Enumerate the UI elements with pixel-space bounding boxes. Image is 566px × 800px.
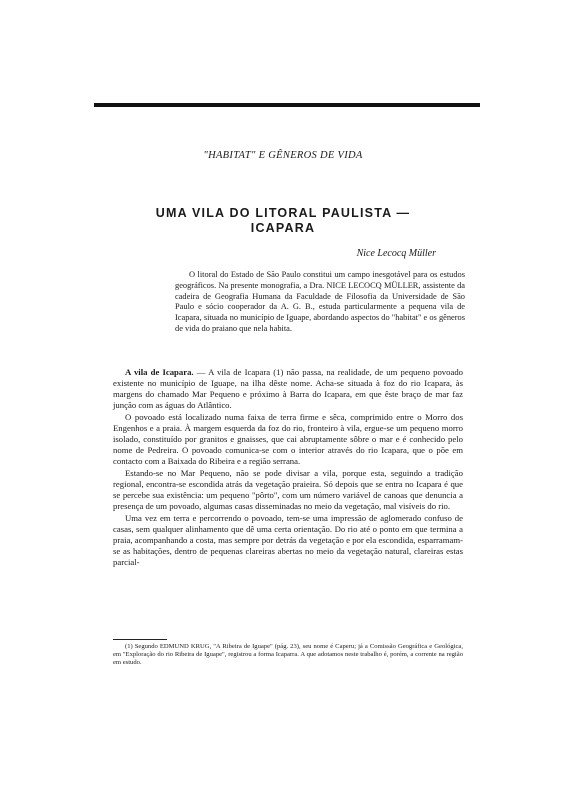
title-line-1: UMA VILA DO LITORAL PAULISTA — [155, 206, 411, 220]
paragraph-3: Estando-se no Mar Pequeno, não se pode divisar a vila, porque esta, seguindo a tradição regional, encontra-se escondida atrás da vegetação praieira. Só depois que se entra no Icapara é que se percebe sua existência: um pequeno "pôrto", com um número variável de canoas que denuncia a presença de um povoado, algumas casas disseminadas no meio da vegetação, mal visíveis do rio. [113, 468, 463, 511]
article-body [113, 367, 463, 569]
paragraph-1 [113, 367, 463, 411]
paragraph-1-lead: A vila de Icapara. [125, 367, 194, 377]
abstract [175, 270, 465, 335]
paragraph-2: O povoado está localizado numa faixa de terra firme e sêca, comprimido entre o Morro dos Engenhos e a praia. À margem esquerda da foz do rio, fronteiro à vila, ergue-se um pequeno morro isolado, constituído por granitos e gnaisses, que cai abruptamente sôbre o mar e é conhecido pelo nome de Pedreira. O povoado comunica-se com o interior através do rio Icapara, que o põe em contacto com a Baixada do Ribeira e a região serrana. [113, 412, 463, 466]
footnote-text: (1) Segundo EDMUND KRUG, "A Ribeira de Iguape" (pág. 23), seu nome é Caperu; já a Comissão Geográfica e Geológica, em "Exploração do rio Ribeira de Iguape", registrou a forma Icaparra. A que adotamos neste trabalho é, porém, a corrente na região em estudo. [113, 643, 463, 667]
abstract-text: O litoral do Estado de São Paulo constitui um campo inesgotável para os estudos geográficos. Na presente monografia, a Dra. NICE LECOCQ MÜLLER, assistente da cadeira de Geografia Humana da Faculdade de Filosofia da Universidade de São Paulo e sócio cooperador da A. G. B., estuda particularmente a pequena vila de Icapara, situada no município de Iguape, abordando aspectos do "habitat" e os gêneros de vida do praiano que nela habita. [175, 270, 465, 333]
title-line-2: ICAPARA [250, 221, 316, 235]
author: Nice Lecocq Müller [356, 248, 436, 259]
paragraph-4: Uma vez em terra e percorrendo o povoado, tem-se uma impressão de aglomerado confuso de casas, sem qualquer alinhamento que dê uma certa orientação. Do rio até o ponto em que termina a praia, acompanhando a costa, mas sempre por detrás da vegetação e por ela escondida, esparramam-se as habitações, dentro de pequenas clareiras abertas no meio da vegetação natural, clareiras estas parcial- [113, 513, 463, 567]
footnote-rule [113, 639, 167, 640]
article-title [0, 206, 566, 236]
top-rule [94, 103, 480, 107]
section-heading: "HABITAT" E GÊNEROS DE VIDA [203, 150, 363, 161]
footnote [113, 643, 463, 668]
paragraph-1-text: — A vila de Icapara (1) não passa, na realidade, de um pequeno povoado existente no município de Iguape, na ilha dêste nome. Acha-se situada à foz do rio Icapara, às margens do chamado Mar Pequeno e próximo à Barra do Icapara, em que êste braço de mar faz junção com as águas do Atlântico. [113, 367, 464, 410]
